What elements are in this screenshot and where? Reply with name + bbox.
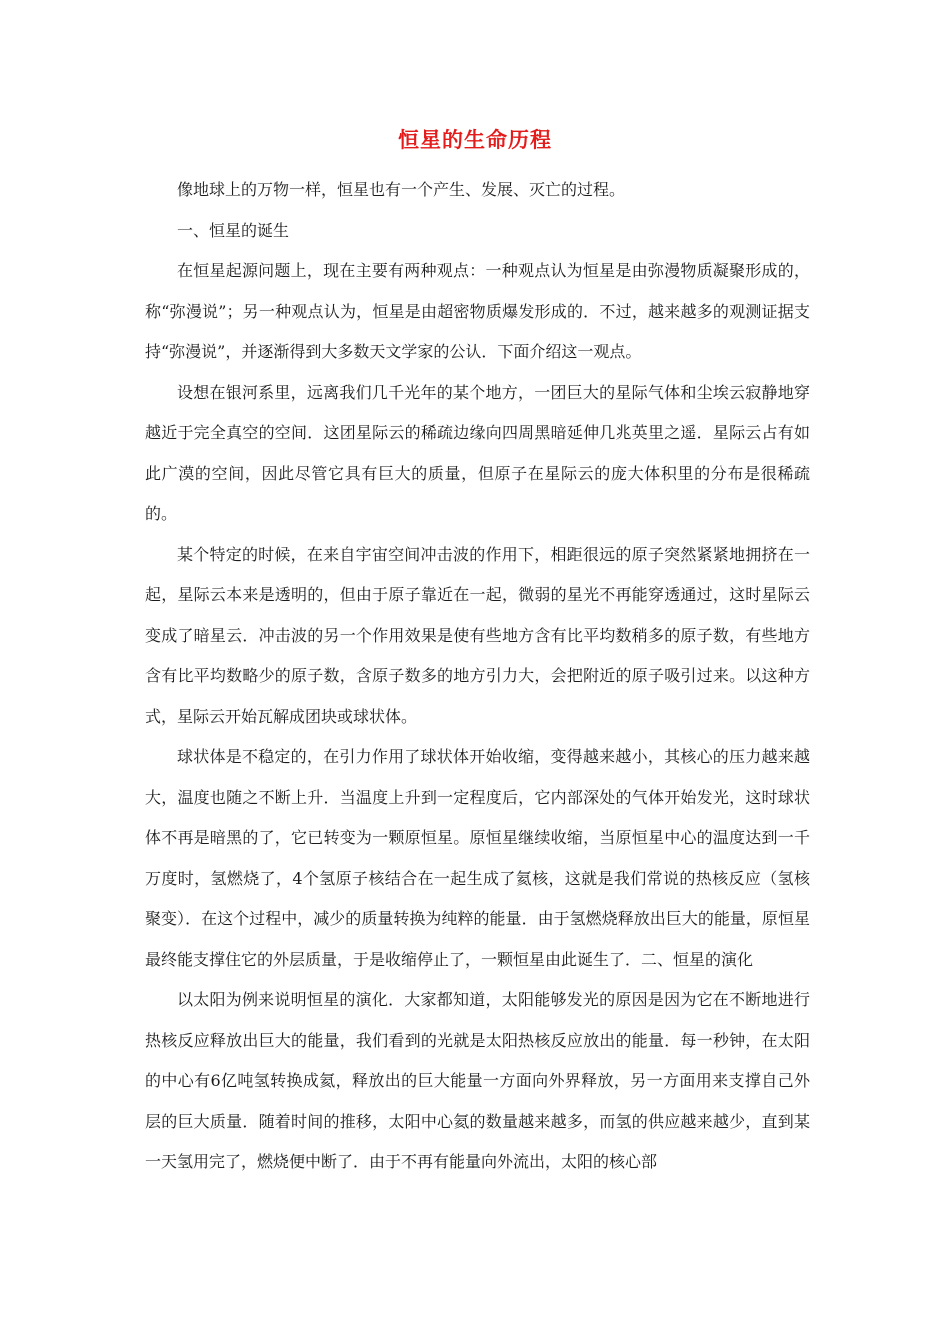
- paragraph-shock-wave: 某个特定的时候，在来自宇宙空间冲击波的作用下，相距很远的原子突然紧紧地拥挤在一起，星际云本来是透明的，但由于原子靠近在一起，微弱的星光不再能穿透通过，这时星际云变成了暗星云．冲击波的另一个作用效果是使有些地方含有比平均数稍多的原子数，有些地方含有比平均数略少的原子数，含原子数多的地方引力大，会把附近的原子吸引过来。以这种方式，星际云开始瓦解成团块或球状体。: [145, 544, 810, 726]
- paragraph-intro: 像地球上的万物一样，恒星也有一个产生、发展、灭亡的过程。: [177, 180, 626, 199]
- document-title: 恒星的生命历程: [398, 128, 552, 152]
- paragraph-interstellar-cloud: 设想在银河系里，远离我们几千光年的某个地方，一团巨大的星际气体和尘埃云寂静地穿越近于完全真空的空间．这团星际云的稀疏边缘向四周黑暗延伸几兆英里之遥．星际云占有如此广漠的空间，因此尽管它具有巨大的质量，但原子在星际云的庞大体积里的分布是很稀疏的。: [145, 382, 810, 523]
- paragraph-sun-evolution: 以太阳为例来说明恒星的演化．大家都知道，太阳能够发光的原因是因为它在不断地进行热核反应释放出巨大的能量，我们看到的光就是太阳热核反应放出的能量．每一秒钟，在太阳的中心有6亿吨氢转换成氦，释放出的巨大能量一方面向外界释放，另一方面用来支撑自己外层的巨大质量．随着时间的推移，太阳中心氦的数量越来越多，而氢的供应越来越少，直到某一天氢用完了，燃烧便中断了．由于不再有能量向外流出，太阳的核心部: [145, 990, 810, 1171]
- section-heading-birth: 一、恒星的诞生: [177, 220, 290, 240]
- document-body: [145, 170, 810, 1183]
- paragraph-origin-theories: 在恒星起源问题上，现在主要有两种观点：一种观点认为恒星是由弥漫物质凝聚形成的，称“弥漫说”；另一种观点认为，恒星是由超密物质爆发形成的．不过，越来越多的观测证据支持“弥漫说”，并逐渐得到大多数天文学家的公认．下面介绍这一观点。: [145, 261, 810, 361]
- paragraph-protostar: 球状体是不稳定的，在引力作用了球状体开始收缩，变得越来越小，其核心的压力越来越大，温度也随之不断上升．当温度上升到一定程度后，它内部深处的气体开始发光，这时球状体不再是暗黑的了，它已转变为一颗原恒星。原恒星继续收缩，当原恒星中心的温度达到一千万度时，氢燃烧了，4个氢原子核结合在一起生成了氦核，这就是我们常说的热核反应（氢核聚变）．在这个过程中，减少的质量转换为纯粹的能量．由于氢燃烧释放出巨大的能量，原恒星最终能支撑住它的外层质量，于是收缩停止了，一颗恒星由此诞生了．二、恒星的演化: [145, 747, 810, 969]
